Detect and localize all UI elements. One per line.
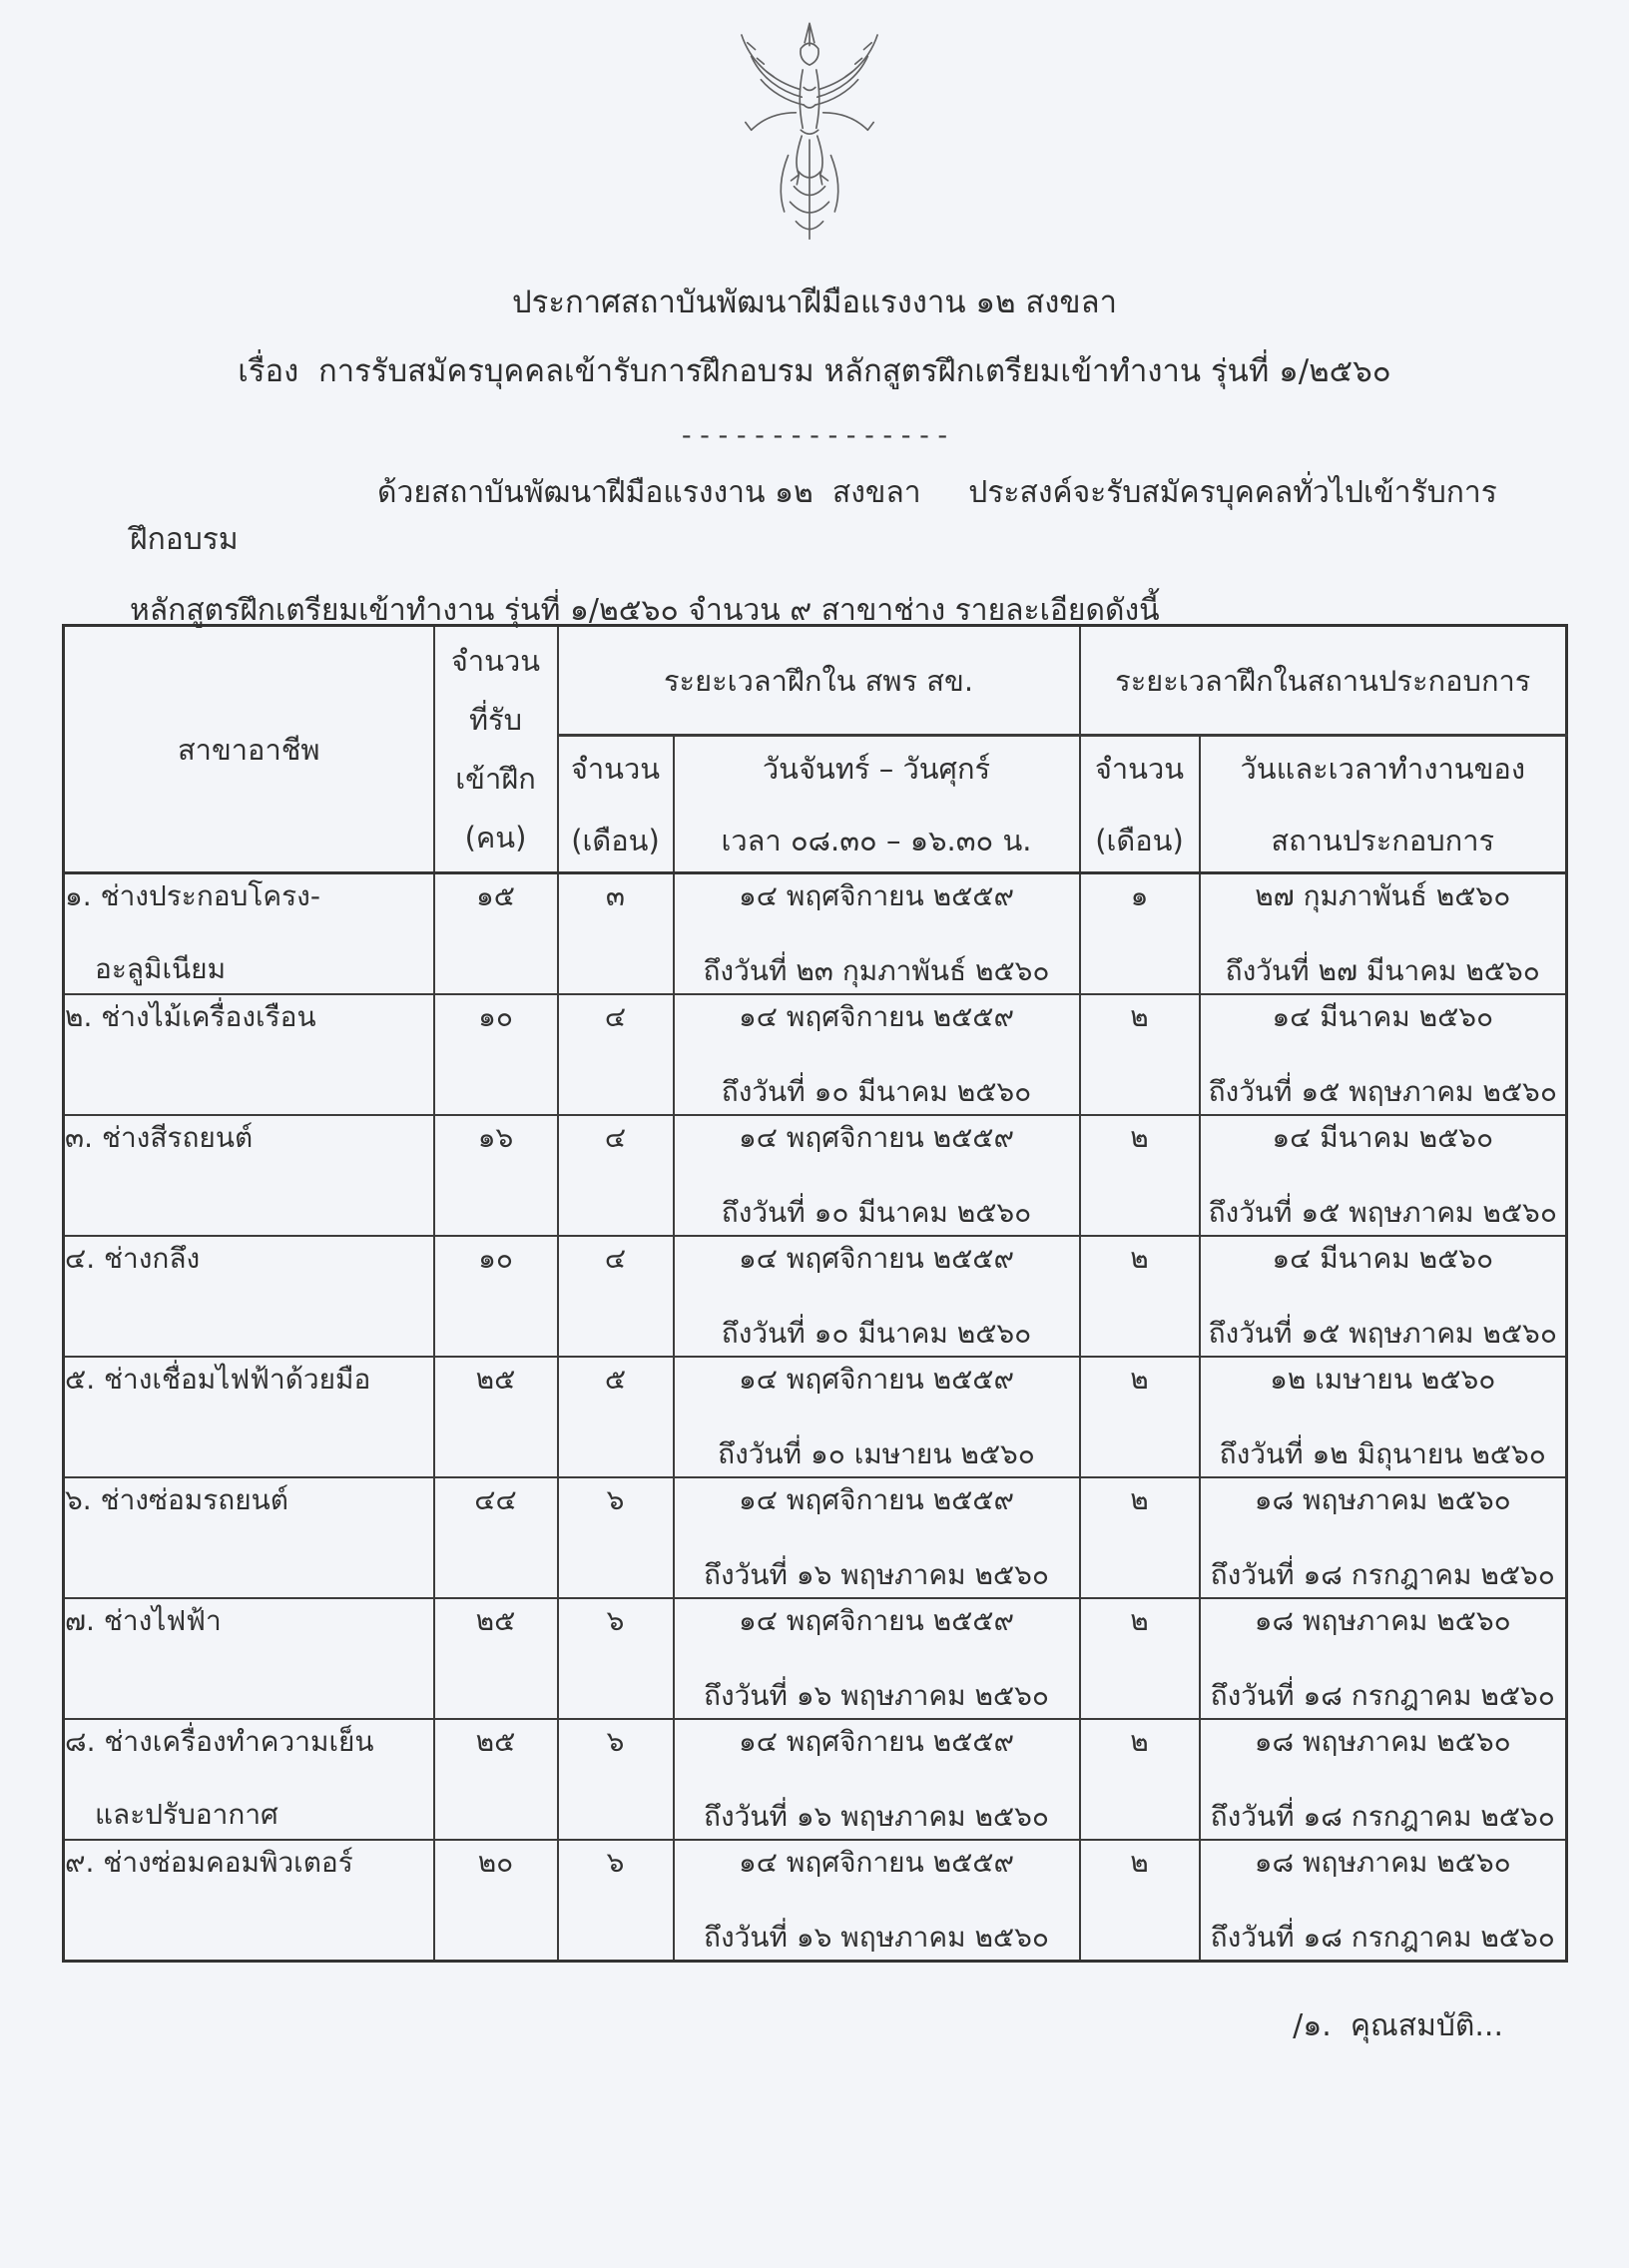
quota-cell: ๑๐ — [434, 1236, 558, 1357]
col-header-institute-months — [558, 736, 674, 873]
occupation-cell — [64, 1357, 434, 1477]
quota-header-line: (คน) — [464, 821, 527, 854]
workplace-period-cell — [1200, 1236, 1567, 1357]
workplace-period-cell — [1200, 873, 1567, 995]
table-row — [64, 1840, 1567, 1962]
institute-period-cell — [674, 1477, 1080, 1598]
table-row — [64, 1477, 1567, 1598]
occupation-line1: ๒. ช่างไม้เครื่องเรือน — [65, 1000, 316, 1033]
workplace-period-start: ๑๔ มีนาคม ๒๕๖๐ — [1272, 1121, 1494, 1154]
workplace-period-start: ๑๘ พฤษภาคม ๒๕๖๐ — [1254, 1604, 1511, 1637]
institute-months-cell: ๖ — [558, 1719, 674, 1840]
occupation-line1: ๙. ช่างซ่อมคอมพิวเตอร์ — [65, 1846, 353, 1879]
workplace-period-cell — [1200, 994, 1567, 1115]
occupation-cell — [64, 1477, 434, 1598]
institute-period-end: ถึงวันที่ ๑๐ มีนาคม ๒๕๖๐ — [721, 1196, 1032, 1229]
institute-period-cell — [674, 1840, 1080, 1962]
announcement-subject: เรื่อง การรับสมัครบุคคลเข้ารับการฝึกอบรม หลักสูตรฝึกเตรียมเข้าทำงาน รุ่นที่ ๑/๒๕๖๐ — [238, 352, 1391, 389]
institute-period-cell — [674, 873, 1080, 995]
institute-months-cell: ๖ — [558, 1598, 674, 1719]
occupation-line1: ๑. ช่างประกอบโครง- — [65, 879, 320, 912]
institute-period-end: ถึงวันที่ ๑๐ เมษายน ๒๕๖๐ — [718, 1437, 1035, 1470]
workplace-months-cell: ๒ — [1080, 994, 1200, 1115]
workplace-period-end: ถึงวันที่ ๑๒ มิถุนายน ๒๕๖๐ — [1219, 1437, 1546, 1470]
workplace-period-end: ถึงวันที่ ๑๕ พฤษภาคม ๒๕๖๐ — [1208, 1317, 1557, 1350]
workplace-period-start: ๑๘ พฤษภาคม ๒๕๖๐ — [1254, 1483, 1511, 1516]
table-row — [64, 1115, 1567, 1236]
institute-months-cell: ๔ — [558, 994, 674, 1115]
intro-paragraph — [130, 469, 1511, 634]
occupation-line1: ๘. ช่างเครื่องทำความเย็น — [65, 1725, 374, 1758]
occupation-cell — [64, 1840, 434, 1962]
workplace-period-start: ๑๔ มีนาคม ๒๕๖๐ — [1272, 1242, 1494, 1275]
quota-header-line: ที่รับ — [468, 703, 523, 737]
months-header-line: (เดือน) — [571, 823, 660, 857]
occupation-cell — [64, 1719, 434, 1840]
workplace-months-cell: ๒ — [1080, 1236, 1200, 1357]
institute-period-end: ถึงวันที่ ๑๖ พฤษภาคม ๒๕๖๐ — [704, 1800, 1049, 1833]
col-header-quota — [434, 626, 558, 873]
institute-months-cell: ๖ — [558, 1477, 674, 1598]
quota-cell: ๒๕ — [434, 1598, 558, 1719]
occupation-line2 — [65, 1310, 433, 1346]
institute-period-cell — [674, 1598, 1080, 1719]
garuda-emblem-icon — [703, 16, 916, 266]
institute-period-start: ๑๔ พฤศจิกายน ๒๕๕๙ — [739, 1483, 1014, 1516]
group-header-workplace: ระยะเวลาฝึกในสถานประกอบการ — [1080, 626, 1567, 736]
quota-header-line: จำนวน — [450, 644, 541, 678]
title-block — [0, 284, 1629, 452]
workplace-period-start: ๑๔ มีนาคม ๒๕๖๐ — [1272, 1000, 1494, 1033]
table-row — [64, 1357, 1567, 1477]
institute-days-line: วันจันทร์ – วันศุกร์ — [762, 751, 991, 786]
institute-period-start: ๑๔ พฤศจิกายน ๒๕๕๙ — [739, 1846, 1014, 1879]
workplace-period-start: ๒๗ กุมภาพันธ์ ๒๕๖๐ — [1255, 879, 1511, 912]
occupation-cell — [64, 994, 434, 1115]
occupation-line1: ๕. ช่างเชื่อมไฟฟ้าด้วยมือ — [65, 1363, 371, 1396]
months-header-line: จำนวน — [570, 751, 661, 786]
workplace-months-cell: ๒ — [1080, 1115, 1200, 1236]
occupation-line2 — [65, 1672, 433, 1708]
institute-months-cell: ๖ — [558, 1840, 674, 1962]
institute-months-cell: ๓ — [558, 873, 674, 995]
institute-days-line: เวลา ๐๘.๓๐ – ๑๖.๓๐ น. — [721, 823, 1032, 857]
table-row — [64, 994, 1567, 1115]
institute-period-end: ถึงวันที่ ๒๓ กุมภาพันธ์ ๒๕๖๐ — [703, 954, 1050, 987]
quota-cell: ๔๔ — [434, 1477, 558, 1598]
quota-cell: ๑๐ — [434, 994, 558, 1115]
workplace-period-end: ถึงวันที่ ๑๕ พฤษภาคม ๒๕๖๐ — [1208, 1075, 1557, 1108]
institute-period-start: ๑๔ พฤศจิกายน ๒๕๕๙ — [739, 1000, 1014, 1033]
occupation-line2 — [65, 1914, 433, 1950]
workplace-period-end: ถึงวันที่ ๑๘ กรกฎาคม ๒๕๖๐ — [1210, 1558, 1555, 1591]
quota-cell: ๒๕ — [434, 1719, 558, 1840]
institute-period-start: ๑๔ พฤศจิกายน ๒๕๕๙ — [739, 1725, 1014, 1758]
quota-cell: ๒๐ — [434, 1840, 558, 1962]
occupation-line2: อะลูมิเนียม — [95, 952, 227, 985]
workplace-period-start: ๑๒ เมษายน ๒๕๖๐ — [1270, 1363, 1496, 1396]
workplace-period-cell — [1200, 1598, 1567, 1719]
announcement-title: ประกาศสถาบันพัฒนาฝีมือแรงงาน ๑๒ สงขลา — [511, 284, 1118, 320]
table-row — [64, 1236, 1567, 1357]
workplace-period-cell — [1200, 1840, 1567, 1962]
institute-months-cell: ๔ — [558, 1236, 674, 1357]
workplace-period-cell — [1200, 1115, 1567, 1236]
workplace-period-cell — [1200, 1477, 1567, 1598]
divider-dashes: - - - - - - - - - - - - - - - — [681, 419, 948, 451]
months-header-line: (เดือน) — [1095, 823, 1184, 857]
workplace-months-cell: ๑ — [1080, 873, 1200, 995]
quota-cell: ๒๕ — [434, 1357, 558, 1477]
workplace-months-cell: ๒ — [1080, 1840, 1200, 1962]
occupation-line1: ๓. ช่างสีรถยนต์ — [65, 1121, 254, 1154]
workplace-period-end: ถึงวันที่ ๑๕ พฤษภาคม ๒๕๖๐ — [1208, 1196, 1557, 1229]
quota-header-line: เข้าฝึก — [455, 762, 536, 796]
quota-cell: ๑๖ — [434, 1115, 558, 1236]
page-continuation-note: /๑. คุณสมบัติ... — [1293, 2008, 1503, 2043]
table-row — [64, 873, 1567, 995]
institute-period-cell — [674, 1719, 1080, 1840]
occupation-line1: ๗. ช่างไฟฟ้า — [65, 1604, 222, 1637]
institute-months-cell: ๔ — [558, 1115, 674, 1236]
course-table — [62, 624, 1568, 1963]
occupation-line2 — [65, 1551, 433, 1587]
col-header-workplace-months — [1080, 736, 1200, 873]
occupation-line2: และปรับอากาศ — [95, 1798, 278, 1831]
institute-period-end: ถึงวันที่ ๑๖ พฤษภาคม ๒๕๖๐ — [704, 1558, 1049, 1591]
intro-line-2: หลักสูตรฝึกเตรียมเข้าทำงาน รุ่นที่ ๑/๒๕๖๐ จำนวน ๙ สาขาช่าง รายละเอียดดังนี้ — [130, 593, 1160, 628]
workplace-period-start: ๑๘ พฤษภาคม ๒๕๖๐ — [1254, 1725, 1511, 1758]
workplace-period-end: ถึงวันที่ ๑๘ กรกฎาคม ๒๕๖๐ — [1210, 1679, 1555, 1712]
workplace-period-end: ถึงวันที่ ๒๗ มีนาคม ๒๕๖๐ — [1225, 954, 1540, 987]
table-row — [64, 1598, 1567, 1719]
institute-period-cell — [674, 994, 1080, 1115]
col-header-workplace-days — [1200, 736, 1567, 873]
course-table-header — [64, 626, 1567, 873]
col-header-occupation: สาขาอาชีพ — [64, 626, 434, 873]
months-header-line: จำนวน — [1094, 751, 1185, 786]
course-table-body — [64, 873, 1567, 1962]
occupation-cell — [64, 1598, 434, 1719]
institute-period-start: ๑๔ พฤศจิกายน ๒๕๕๙ — [739, 1121, 1014, 1154]
table-row — [64, 1719, 1567, 1840]
institute-period-cell — [674, 1236, 1080, 1357]
workplace-days-line: สถานประกอบการ — [1271, 823, 1495, 857]
occupation-cell — [64, 1115, 434, 1236]
occupation-line1: ๖. ช่างซ่อมรถยนต์ — [65, 1483, 288, 1516]
institute-period-cell — [674, 1115, 1080, 1236]
institute-months-cell: ๕ — [558, 1357, 674, 1477]
occupation-line2 — [65, 1430, 433, 1466]
institute-period-start: ๑๔ พฤศจิกายน ๒๕๕๙ — [739, 1242, 1014, 1275]
workplace-period-cell — [1200, 1719, 1567, 1840]
institute-period-end: ถึงวันที่ ๑๐ มีนาคม ๒๕๖๐ — [721, 1317, 1032, 1350]
workplace-period-cell — [1200, 1357, 1567, 1477]
occupation-line1: ๔. ช่างกลึง — [65, 1242, 201, 1275]
workplace-period-end: ถึงวันที่ ๑๘ กรกฎาคม ๒๕๖๐ — [1210, 1921, 1555, 1954]
col-header-institute-days — [674, 736, 1080, 873]
workplace-period-start: ๑๘ พฤษภาคม ๒๕๖๐ — [1254, 1846, 1511, 1879]
institute-period-start: ๑๔ พฤศจิกายน ๒๕๕๙ — [739, 1604, 1014, 1637]
institute-period-start: ๑๔ พฤศจิกายน ๒๕๕๙ — [739, 1363, 1014, 1396]
occupation-line2 — [65, 1189, 433, 1225]
occupation-cell — [64, 873, 434, 995]
occupation-cell — [64, 1236, 434, 1357]
workplace-months-cell: ๒ — [1080, 1357, 1200, 1477]
institute-period-end: ถึงวันที่ ๑๖ พฤษภาคม ๒๕๖๐ — [704, 1921, 1049, 1954]
workplace-period-end: ถึงวันที่ ๑๘ กรกฎาคม ๒๕๖๐ — [1210, 1800, 1555, 1833]
workplace-days-line: วันและเวลาทำงานของ — [1240, 751, 1525, 786]
institute-period-cell — [674, 1357, 1080, 1477]
institute-period-end: ถึงวันที่ ๑๐ มีนาคม ๒๕๖๐ — [721, 1075, 1032, 1108]
occupation-line2 — [65, 1068, 433, 1104]
quota-cell: ๑๕ — [434, 873, 558, 995]
intro-line-1: ด้วยสถาบันพัฒนาฝีมือแรงงาน ๑๒ สงขลา ประสงค์จะรับสมัครบุคคลทั่วไปเข้ารับการฝึกอบรม — [130, 475, 1497, 557]
group-header-institute: ระยะเวลาฝึกใน สพร สข. — [558, 626, 1080, 736]
institute-period-start: ๑๔ พฤศจิกายน ๒๕๕๙ — [739, 879, 1014, 912]
workplace-months-cell: ๒ — [1080, 1719, 1200, 1840]
workplace-months-cell: ๒ — [1080, 1598, 1200, 1719]
workplace-months-cell: ๒ — [1080, 1477, 1200, 1598]
institute-period-end: ถึงวันที่ ๑๖ พฤษภาคม ๒๕๖๐ — [704, 1679, 1049, 1712]
